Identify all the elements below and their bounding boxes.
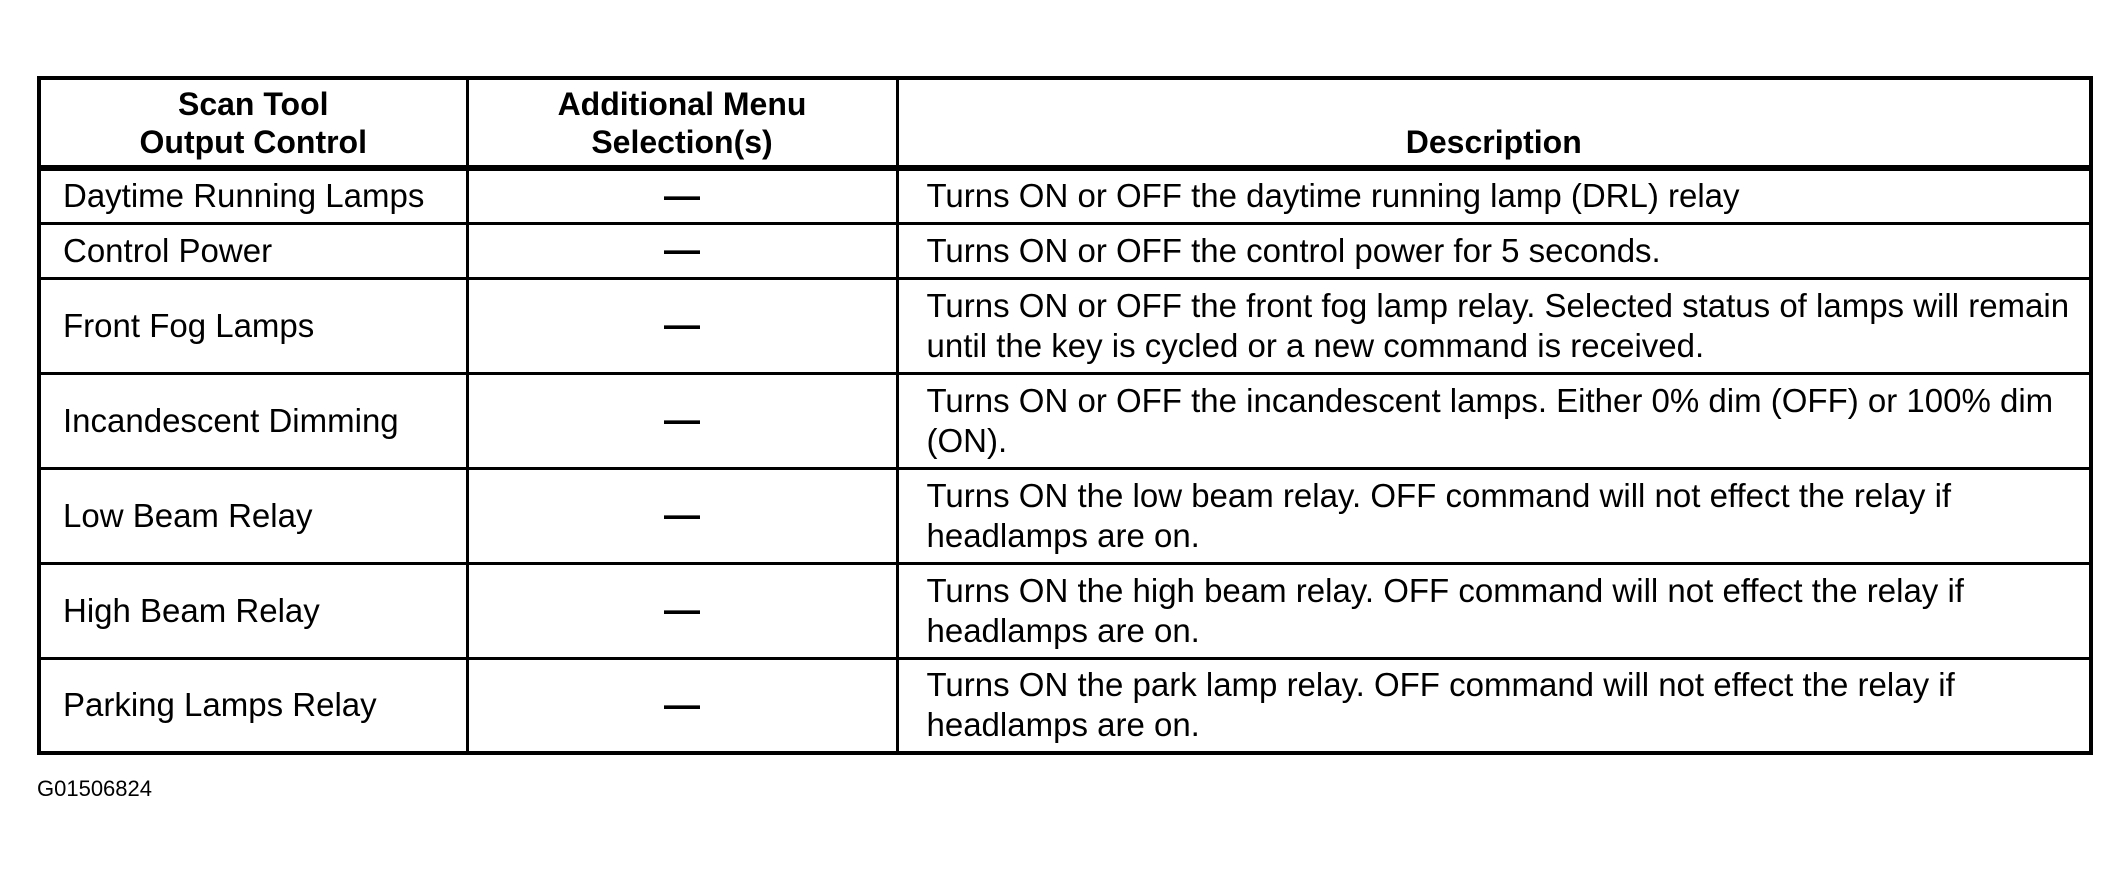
header-scan-tool-output-control bbox=[39, 78, 467, 168]
menu-selection-cell bbox=[467, 168, 897, 223]
description-cell: Turns ON or OFF the control power for 5 seconds. bbox=[897, 223, 2091, 278]
output-control-cell: Low Beam Relay bbox=[39, 468, 467, 563]
menu-selection-cell bbox=[467, 658, 897, 753]
menu-selection-cell bbox=[467, 223, 897, 278]
table-row bbox=[39, 373, 2091, 468]
dash-text: — bbox=[664, 399, 700, 440]
header-row bbox=[39, 78, 2091, 168]
dash-text: — bbox=[664, 683, 700, 725]
output-control-cell: Parking Lamps Relay bbox=[39, 658, 467, 753]
dash-text: — bbox=[664, 229, 700, 270]
dash-text: — bbox=[664, 304, 700, 345]
dash-text: — bbox=[664, 174, 700, 216]
header-line: Description bbox=[1405, 124, 1582, 160]
figure-id-label: G01506824 bbox=[37, 776, 152, 801]
table-row bbox=[39, 223, 2091, 278]
table-row bbox=[39, 468, 2091, 563]
description-cell: Turns ON the high beam relay. OFF command will not effect the relay if headlamps are on. bbox=[897, 563, 2091, 658]
table-row bbox=[39, 563, 2091, 658]
header-additional-menu-selections bbox=[467, 78, 897, 168]
menu-selection-cell bbox=[467, 468, 897, 563]
description-cell: Turns ON the low beam relay. OFF command will not effect the relay if headlamps are on. bbox=[897, 468, 2091, 563]
header-line: Scan Tool bbox=[177, 85, 329, 122]
output-control-cell: Daytime Running Lamps bbox=[39, 168, 467, 223]
output-control-cell: Control Power bbox=[39, 223, 467, 278]
output-control-table bbox=[37, 76, 2093, 755]
description-cell: Turns ON or OFF the incandescent lamps. Either 0% dim (OFF) or 100% dim (ON). bbox=[897, 373, 2091, 468]
description-cell: Turns ON the park lamp relay. OFF command will not effect the relay if headlamps are on. bbox=[897, 658, 2091, 753]
table-row bbox=[39, 278, 2091, 373]
output-control-cell: Incandescent Dimming bbox=[39, 373, 467, 468]
header-description bbox=[897, 78, 2091, 168]
menu-selection-cell bbox=[467, 373, 897, 468]
description-cell: Turns ON or OFF the daytime running lamp (DRL) relay bbox=[897, 168, 2091, 223]
output-control-cell: Front Fog Lamps bbox=[39, 278, 467, 373]
table-row bbox=[39, 168, 2091, 223]
description-cell: Turns ON or OFF the front fog lamp relay. Selected status of lamps will remain until the key is cycled or a new command is received. bbox=[897, 278, 2091, 373]
dash-text: — bbox=[664, 589, 700, 630]
header-line: Output Control bbox=[139, 123, 367, 160]
table-row bbox=[39, 658, 2091, 753]
menu-selection-cell bbox=[467, 278, 897, 373]
dash-text: — bbox=[664, 494, 700, 535]
menu-selection-cell bbox=[467, 563, 897, 658]
output-control-cell: High Beam Relay bbox=[39, 563, 467, 658]
header-line: Selection(s) bbox=[591, 123, 773, 160]
header-line: Additional Menu bbox=[557, 85, 807, 122]
